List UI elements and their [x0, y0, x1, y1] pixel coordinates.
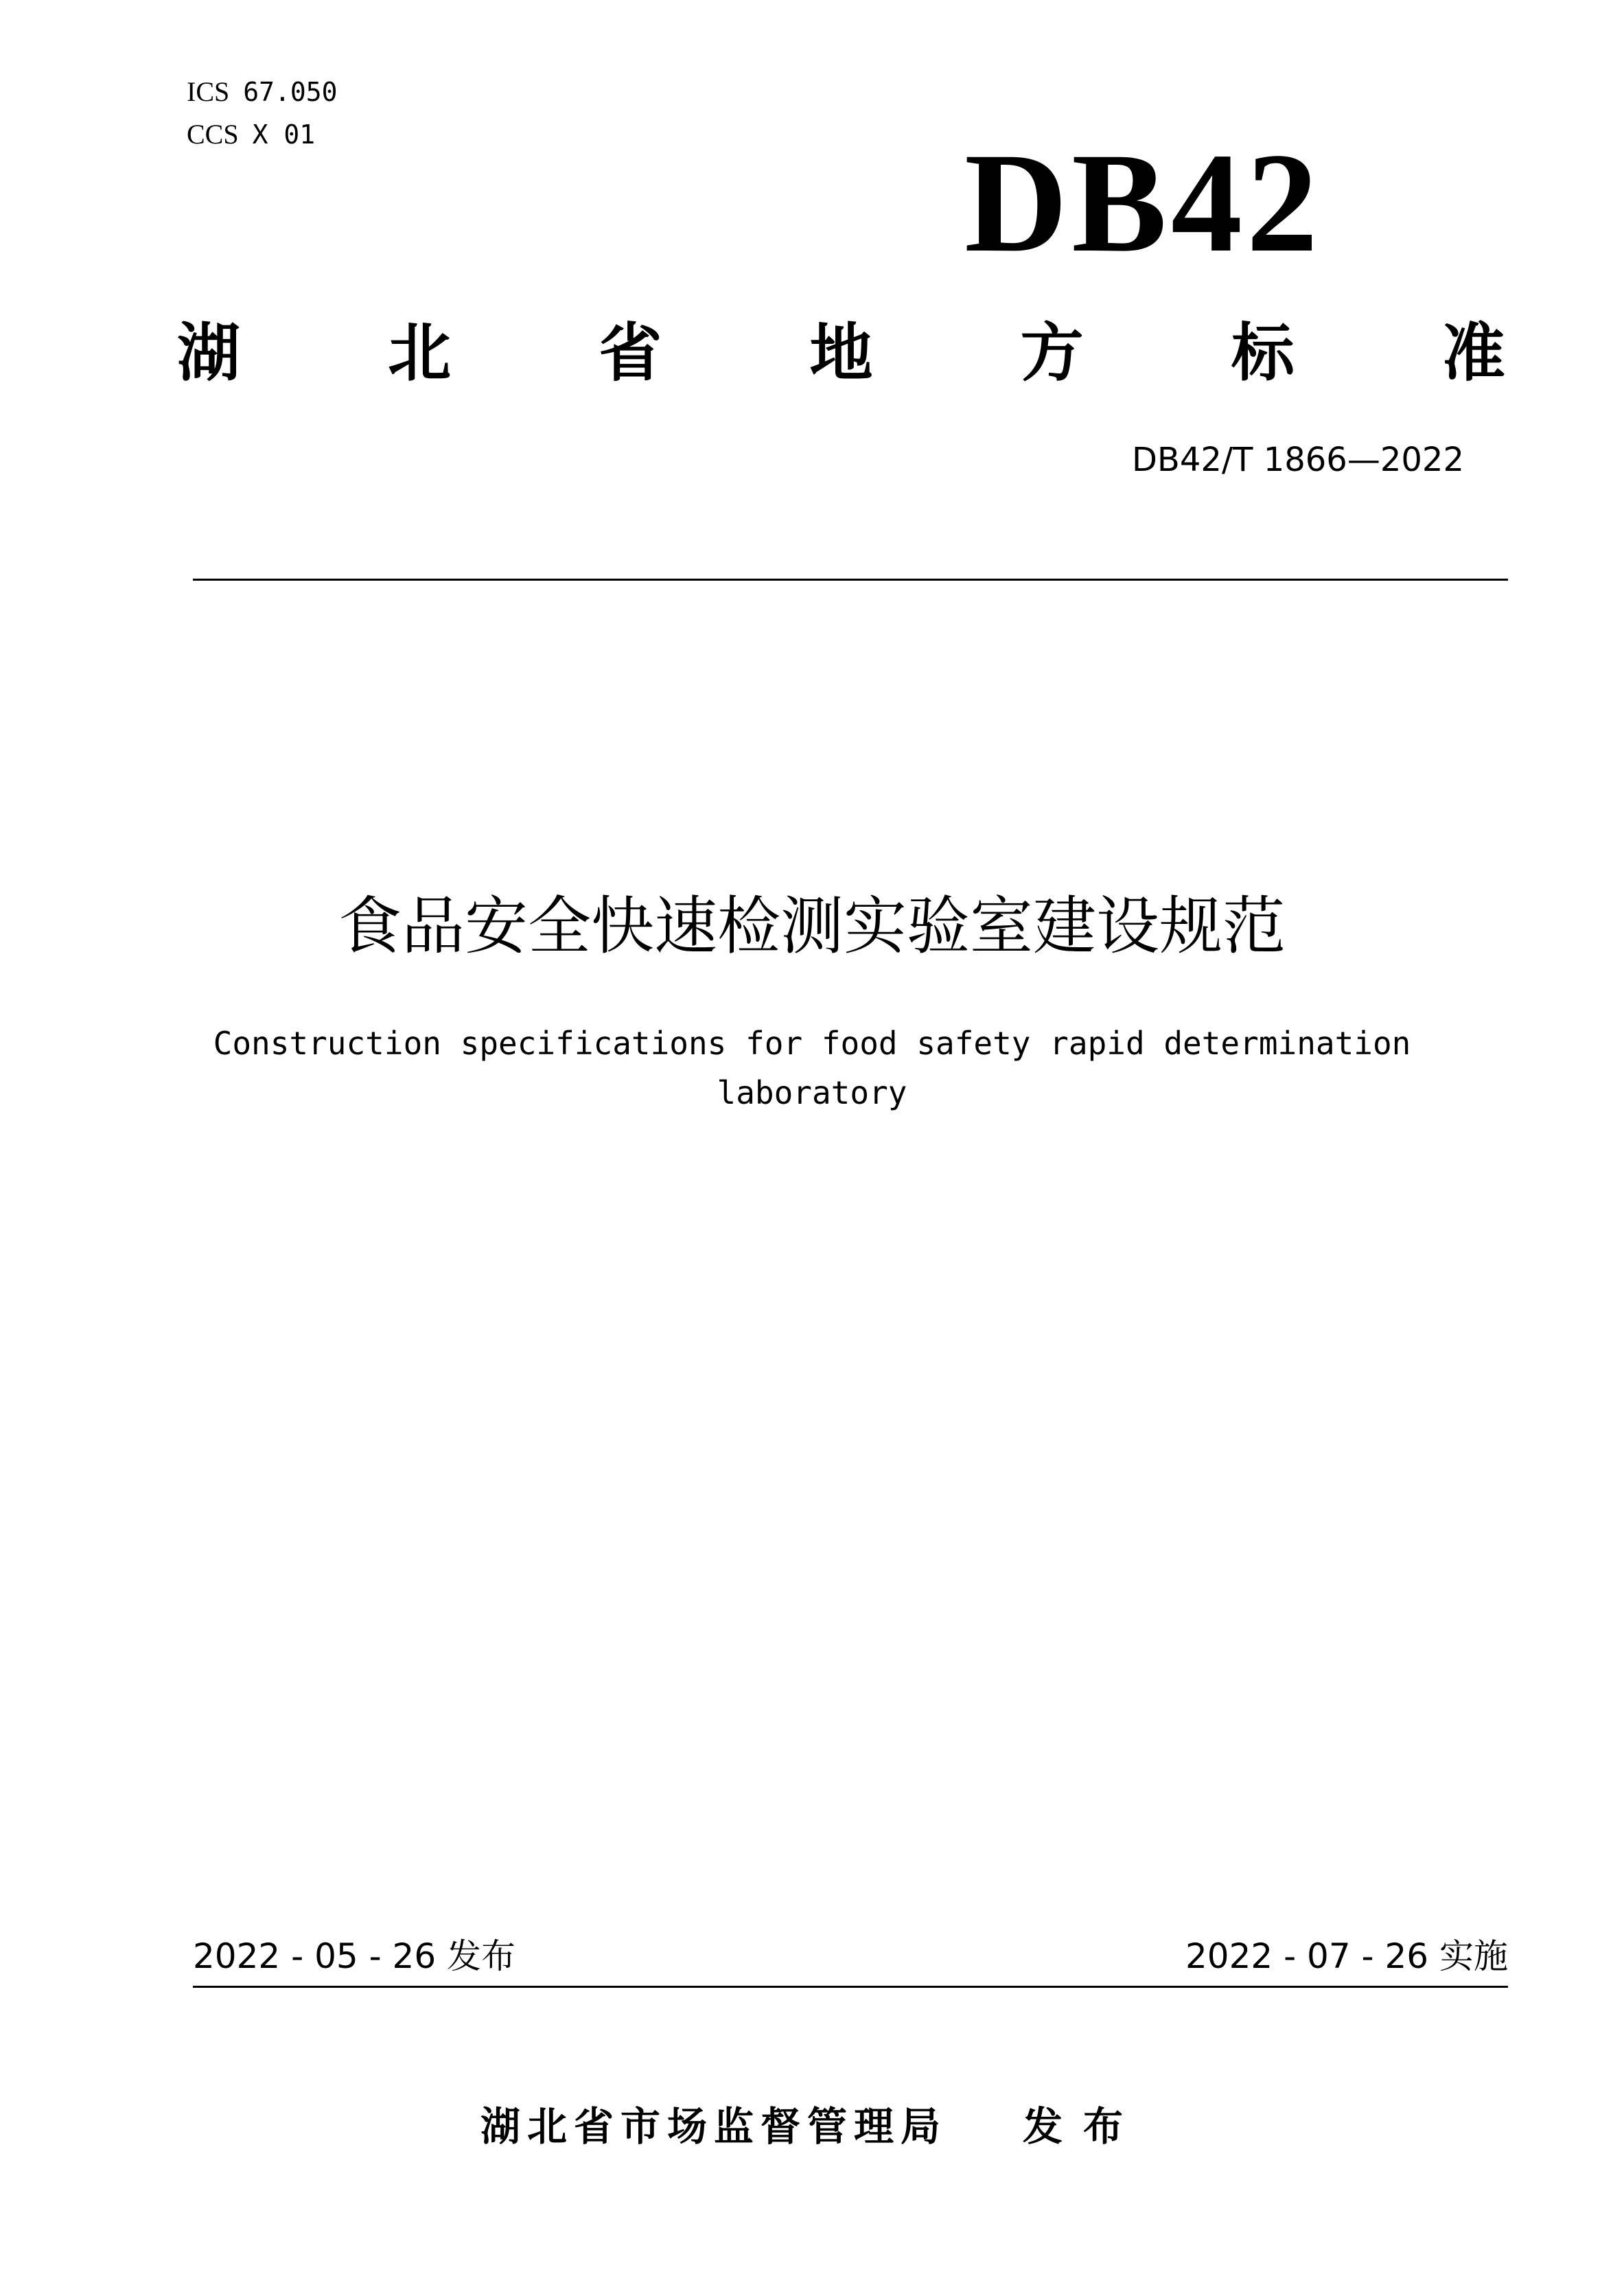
ccs-value: X 01 [252, 119, 316, 150]
ccs-code [187, 118, 315, 151]
standard-type-char: 省 [599, 316, 662, 390]
db-mark: DB42 [964, 124, 1322, 281]
standard-type-char: 北 [388, 316, 452, 390]
ics-label: ICS [187, 76, 230, 107]
standard-type-heading [177, 312, 1505, 395]
standard-type-char: 地 [809, 316, 873, 390]
publisher-organization: 湖北省市场监督管理局 [480, 2103, 947, 2150]
issue-date: 2022 - 05 - 26 发布 [193, 1936, 516, 1976]
publisher-line [0, 2099, 1624, 2154]
ics-code [187, 76, 338, 108]
title-chinese: 食品安全快速检测实验室建设规范 [338, 890, 1286, 963]
ccs-label: CCS [187, 119, 239, 150]
standard-type-char: 标 [1231, 316, 1295, 390]
title-english: Construction specifications for food safety rapid determination laboratory [213, 1025, 1411, 1111]
standard-type-char: 湖 [177, 316, 241, 390]
bottom-divider [193, 1986, 1508, 1988]
standard-type-char: 方 [1020, 316, 1084, 390]
top-divider [193, 579, 1508, 581]
standard-type-char: 准 [1441, 316, 1505, 390]
publisher-action: 发布 [1023, 2103, 1144, 2150]
ics-value: 67.050 [243, 77, 338, 107]
standard-number: DB42/T 1866—2022 [1131, 441, 1464, 479]
implementation-date: 2022 - 07 - 26 实施 [1185, 1936, 1508, 1976]
